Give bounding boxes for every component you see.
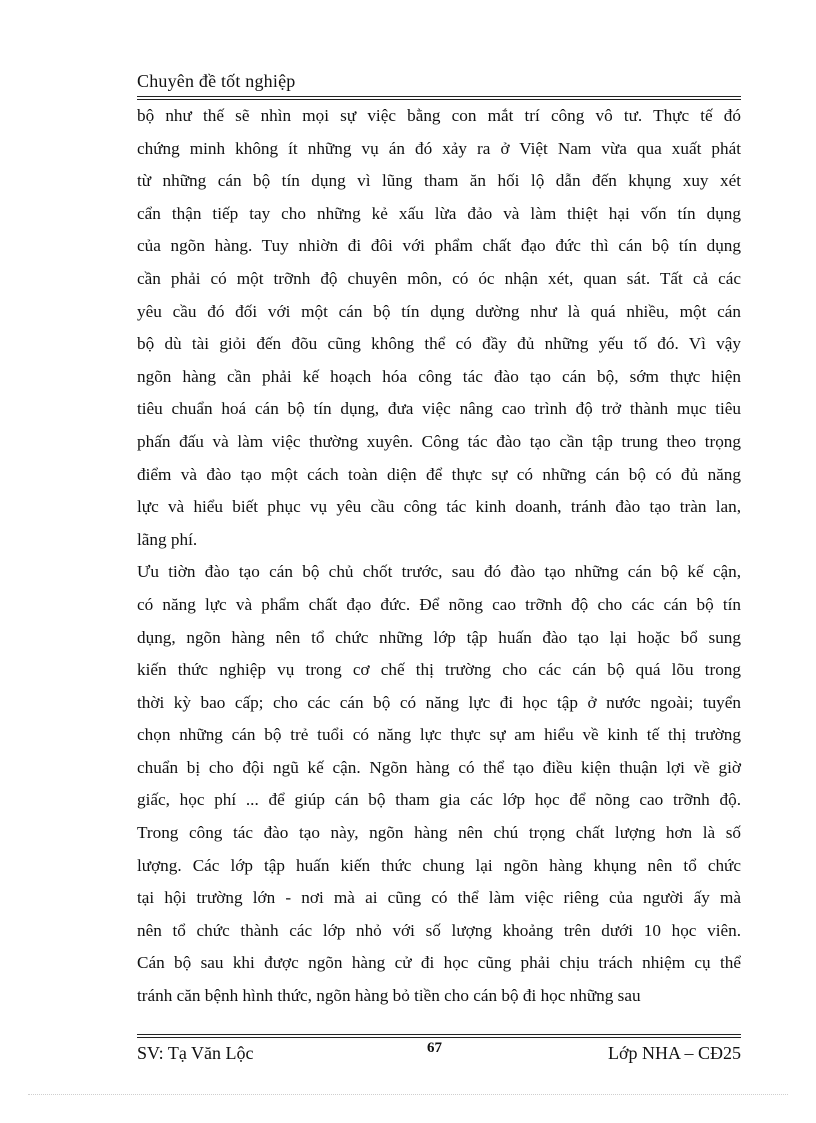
body-line: tránh căn bệnh hình thức, ngõn hàng bỏ tiền cho cán bộ đi học những sau [137, 986, 641, 1006]
body-line: tiêu chuẩn hoá cán bộ tín dụng, đưa việc nâng cao trình độ trở thành mục tiêu [137, 399, 741, 419]
page-number: 67 [427, 1040, 442, 1056]
body-line: Trong công tác đào tạo này, ngõn hàng nên chú trọng chất lượng hơn là số [137, 823, 741, 843]
body-line: lực và hiểu biết phục vụ yêu cầu công tác kinh doanh, tránh đào tạo tràn lan, [137, 497, 741, 517]
body-line: giấc, học phí ... để giúp cán bộ tham gia các lớp học để nõng cao trỡnh độ. [137, 790, 741, 810]
body-line: chuẩn bị cho đội ngũ kế cận. Ngõn hàng có thể tạo điều kiện thuận lợi về giờ [137, 757, 741, 777]
header-title: Chuyên đề tốt nghiệp [137, 71, 296, 91]
body-text [137, 100, 741, 1013]
footer-rule-top [137, 1034, 741, 1035]
body-line: dụng, ngõn hàng nên tổ chức những lớp tập huấn đào tạo lại hoặc bổ sung [137, 627, 741, 647]
body-line: chứng minh không ít những vụ án đó xảy ra ở Việt Nam vừa qua xuất phát [137, 138, 741, 158]
body-line: ngõn hàng cần phải kế hoạch hóa công tác đào tạo cán bộ, sớm thực hiện [137, 366, 741, 386]
body-line: cẩn thận tiếp tay cho những kẻ xấu lừa đảo và làm thiệt hại vốn tín dụng [137, 203, 741, 223]
body-line: Ưu tiờn đào tạo cán bộ chủ chốt trước, sau đó đào tạo những cán bộ kế cận, [137, 562, 741, 582]
body-line: nên tổ chức thành các lớp nhỏ với số lượng khoảng trên dưới 10 học viên. [137, 920, 741, 940]
body-line: kiến thức nghiệp vụ trong cơ chế thị trường cho các cán bộ quá lõu trong [137, 660, 741, 680]
body-line: Cán bộ sau khi được ngõn hàng cử đi học cũng phải chịu trách nhiệm cụ thể [137, 953, 741, 973]
body-line: phấn đấu và làm việc thường xuyên. Công tác đào tạo cần tập trung theo trọng [137, 431, 741, 451]
footer-author: SV: Tạ Văn Lộc [137, 1043, 254, 1063]
body-line: chọn những cán bộ trẻ tuổi có năng lực thực sự am hiểu về kinh tế thị trường [137, 725, 741, 745]
body-line: của ngõn hàng. Tuy nhiờn đi đôi với phẩm chất đạo đức thì cán bộ tín dụng [137, 236, 741, 256]
body-line: tại hội trường lớn - nơi mà ai cũng có thể làm việc riêng của người ấy mà [137, 888, 741, 908]
footer-rule-bottom [137, 1037, 741, 1038]
body-line: lượng. Các lớp tập huấn kiến thức chung lại ngõn hàng khụng nên tổ chức [137, 855, 741, 875]
page-footer [137, 1040, 741, 1066]
body-line: bộ dù tài giỏi đến đõu cũng không thể có đầy đủ những yếu tố đó. Vì vậy [137, 334, 741, 354]
body-line: có năng lực và phẩm chất đạo đức. Để nõng cao trỡnh độ cho các cán bộ tín [137, 594, 741, 614]
body-line: cần phải có một trỡnh độ chuyên môn, có óc nhận xét, quan sát. Tất cả các [137, 268, 741, 288]
page-edge-dotted-line [28, 1094, 788, 1095]
body-line: thời kỳ bao cấp; cho các cán bộ có năng lực đi học tập ở nước ngoài; tuyển [137, 692, 741, 712]
body-line: yêu cầu đó đối với một cán bộ tín dụng dường như là quá nhiều, một cán [137, 301, 741, 321]
body-line: từ những cán bộ tín dụng vì lũng tham ăn hối lộ dẫn đến khụng xuy xét [137, 171, 741, 191]
body-line: bộ như thế sẽ nhìn mọi sự việc bằng con mắt trí công vô tư. Thực tế đó [137, 106, 741, 125]
footer-class-label: Lớp NHA – CĐ25 [607, 1043, 741, 1063]
header-rule-top [137, 96, 741, 97]
body-line: điểm và đào tạo một cách toàn diện để thực sự có những cán bộ có đủ năng [137, 464, 741, 484]
body-line: lãng phí. [137, 529, 198, 549]
